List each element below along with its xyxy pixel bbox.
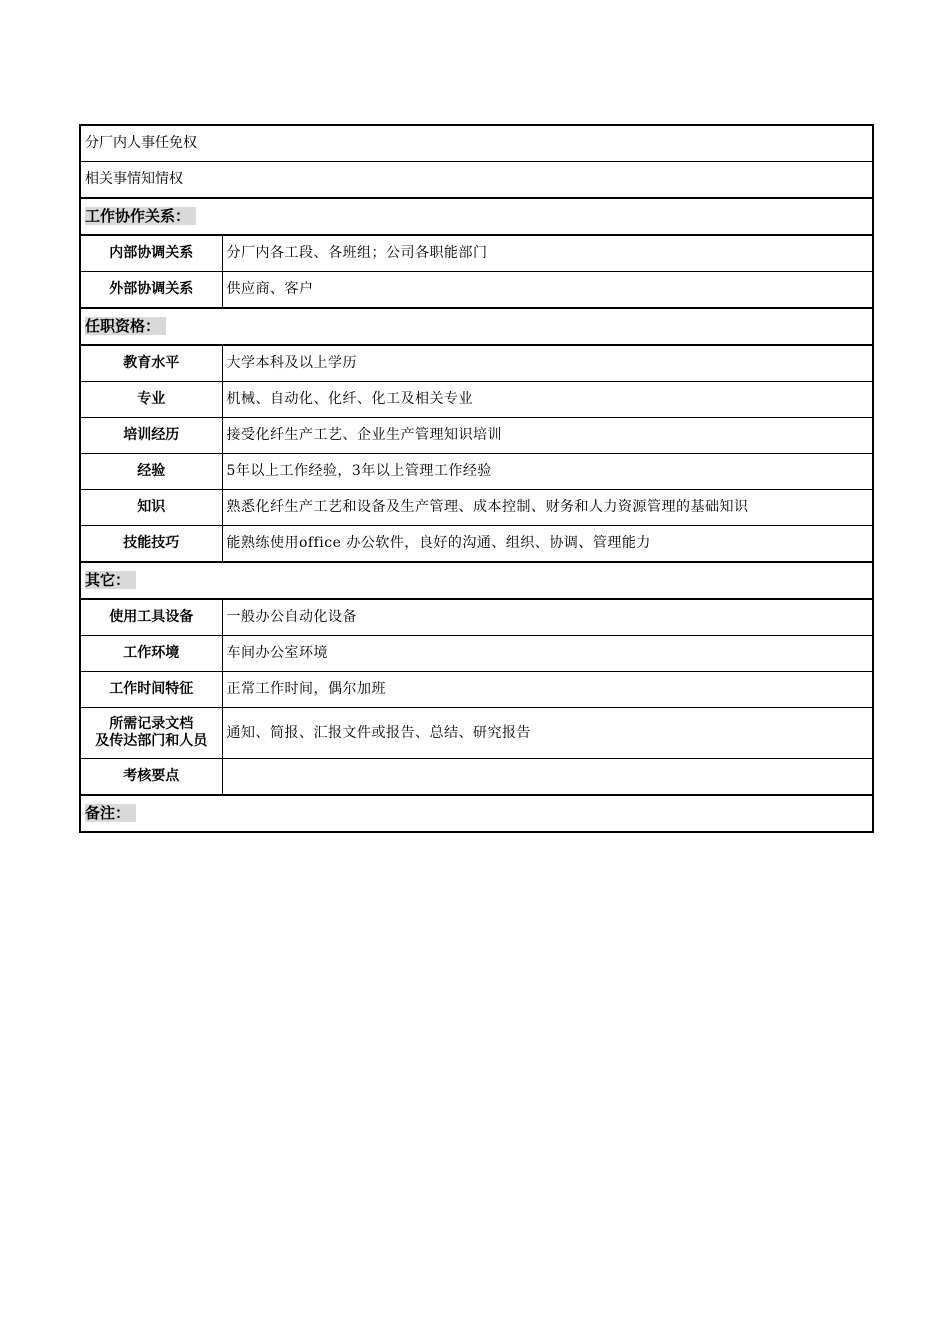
authority-row: [80, 162, 873, 199]
row-label-line: 所需记录文档: [109, 716, 194, 732]
job-description-table: [79, 124, 874, 833]
authority-text: 相关事情知情权: [80, 162, 873, 199]
section-header-qualifications: [80, 308, 873, 345]
row-label: 经验: [80, 454, 222, 490]
table-row: [80, 235, 873, 272]
section-title: 工作协作关系：: [85, 207, 196, 225]
row-value: 大学本科及以上学历: [222, 345, 873, 382]
section-header-collaboration: [80, 198, 873, 235]
section-title: 备注：: [85, 804, 136, 822]
row-value: 机械、自动化、化纤、化工及相关专业: [222, 382, 873, 418]
row-label: 教育水平: [80, 345, 222, 382]
table-row: [80, 759, 873, 796]
section-header-other: [80, 562, 873, 599]
row-value: 能熟练使用office 办公软件，良好的沟通、组织、协调、管理能力: [222, 526, 873, 563]
row-value: 供应商、客户: [222, 272, 873, 309]
row-label: 专业: [80, 382, 222, 418]
row-value: 正常工作时间，偶尔加班: [222, 672, 873, 708]
section-title: 其它：: [85, 571, 136, 589]
row-label: 工作环境: [80, 636, 222, 672]
table-row: [80, 708, 873, 759]
row-value: 分厂内各工段、各班组；公司各职能部门: [222, 235, 873, 272]
table-row: [80, 382, 873, 418]
table-row: [80, 599, 873, 636]
table-row: [80, 636, 873, 672]
table-row: [80, 345, 873, 382]
row-label: 外部协调关系: [80, 272, 222, 309]
row-label: 知识: [80, 490, 222, 526]
section-title: 任职资格：: [85, 317, 166, 335]
table-row: [80, 418, 873, 454]
table-row: [80, 490, 873, 526]
row-label: 考核要点: [80, 759, 222, 796]
table-row: [80, 672, 873, 708]
row-value: 5年以上工作经验，3年以上管理工作经验: [222, 454, 873, 490]
row-label: 内部协调关系: [80, 235, 222, 272]
row-value: 车间办公室环境: [222, 636, 873, 672]
row-value: 通知、简报、汇报文件或报告、总结、研究报告: [222, 708, 873, 759]
table-row: [80, 454, 873, 490]
table-row: [80, 526, 873, 563]
row-label: 使用工具设备: [80, 599, 222, 636]
row-label: [80, 708, 222, 759]
row-label: 工作时间特征: [80, 672, 222, 708]
row-label-line: 及传达部门和人员: [95, 733, 208, 749]
row-value: 接受化纤生产工艺、企业生产管理知识培训: [222, 418, 873, 454]
row-label: 技能技巧: [80, 526, 222, 563]
row-value: 熟悉化纤生产工艺和设备及生产管理、成本控制、财务和人力资源管理的基础知识: [222, 490, 873, 526]
row-value: 一般办公自动化设备: [222, 599, 873, 636]
table-row: [80, 272, 873, 309]
authority-row: [80, 125, 873, 162]
row-label: 培训经历: [80, 418, 222, 454]
authority-text: 分厂内人事任免权: [80, 125, 873, 162]
row-value: [222, 759, 873, 796]
section-header-remarks: [80, 795, 873, 832]
